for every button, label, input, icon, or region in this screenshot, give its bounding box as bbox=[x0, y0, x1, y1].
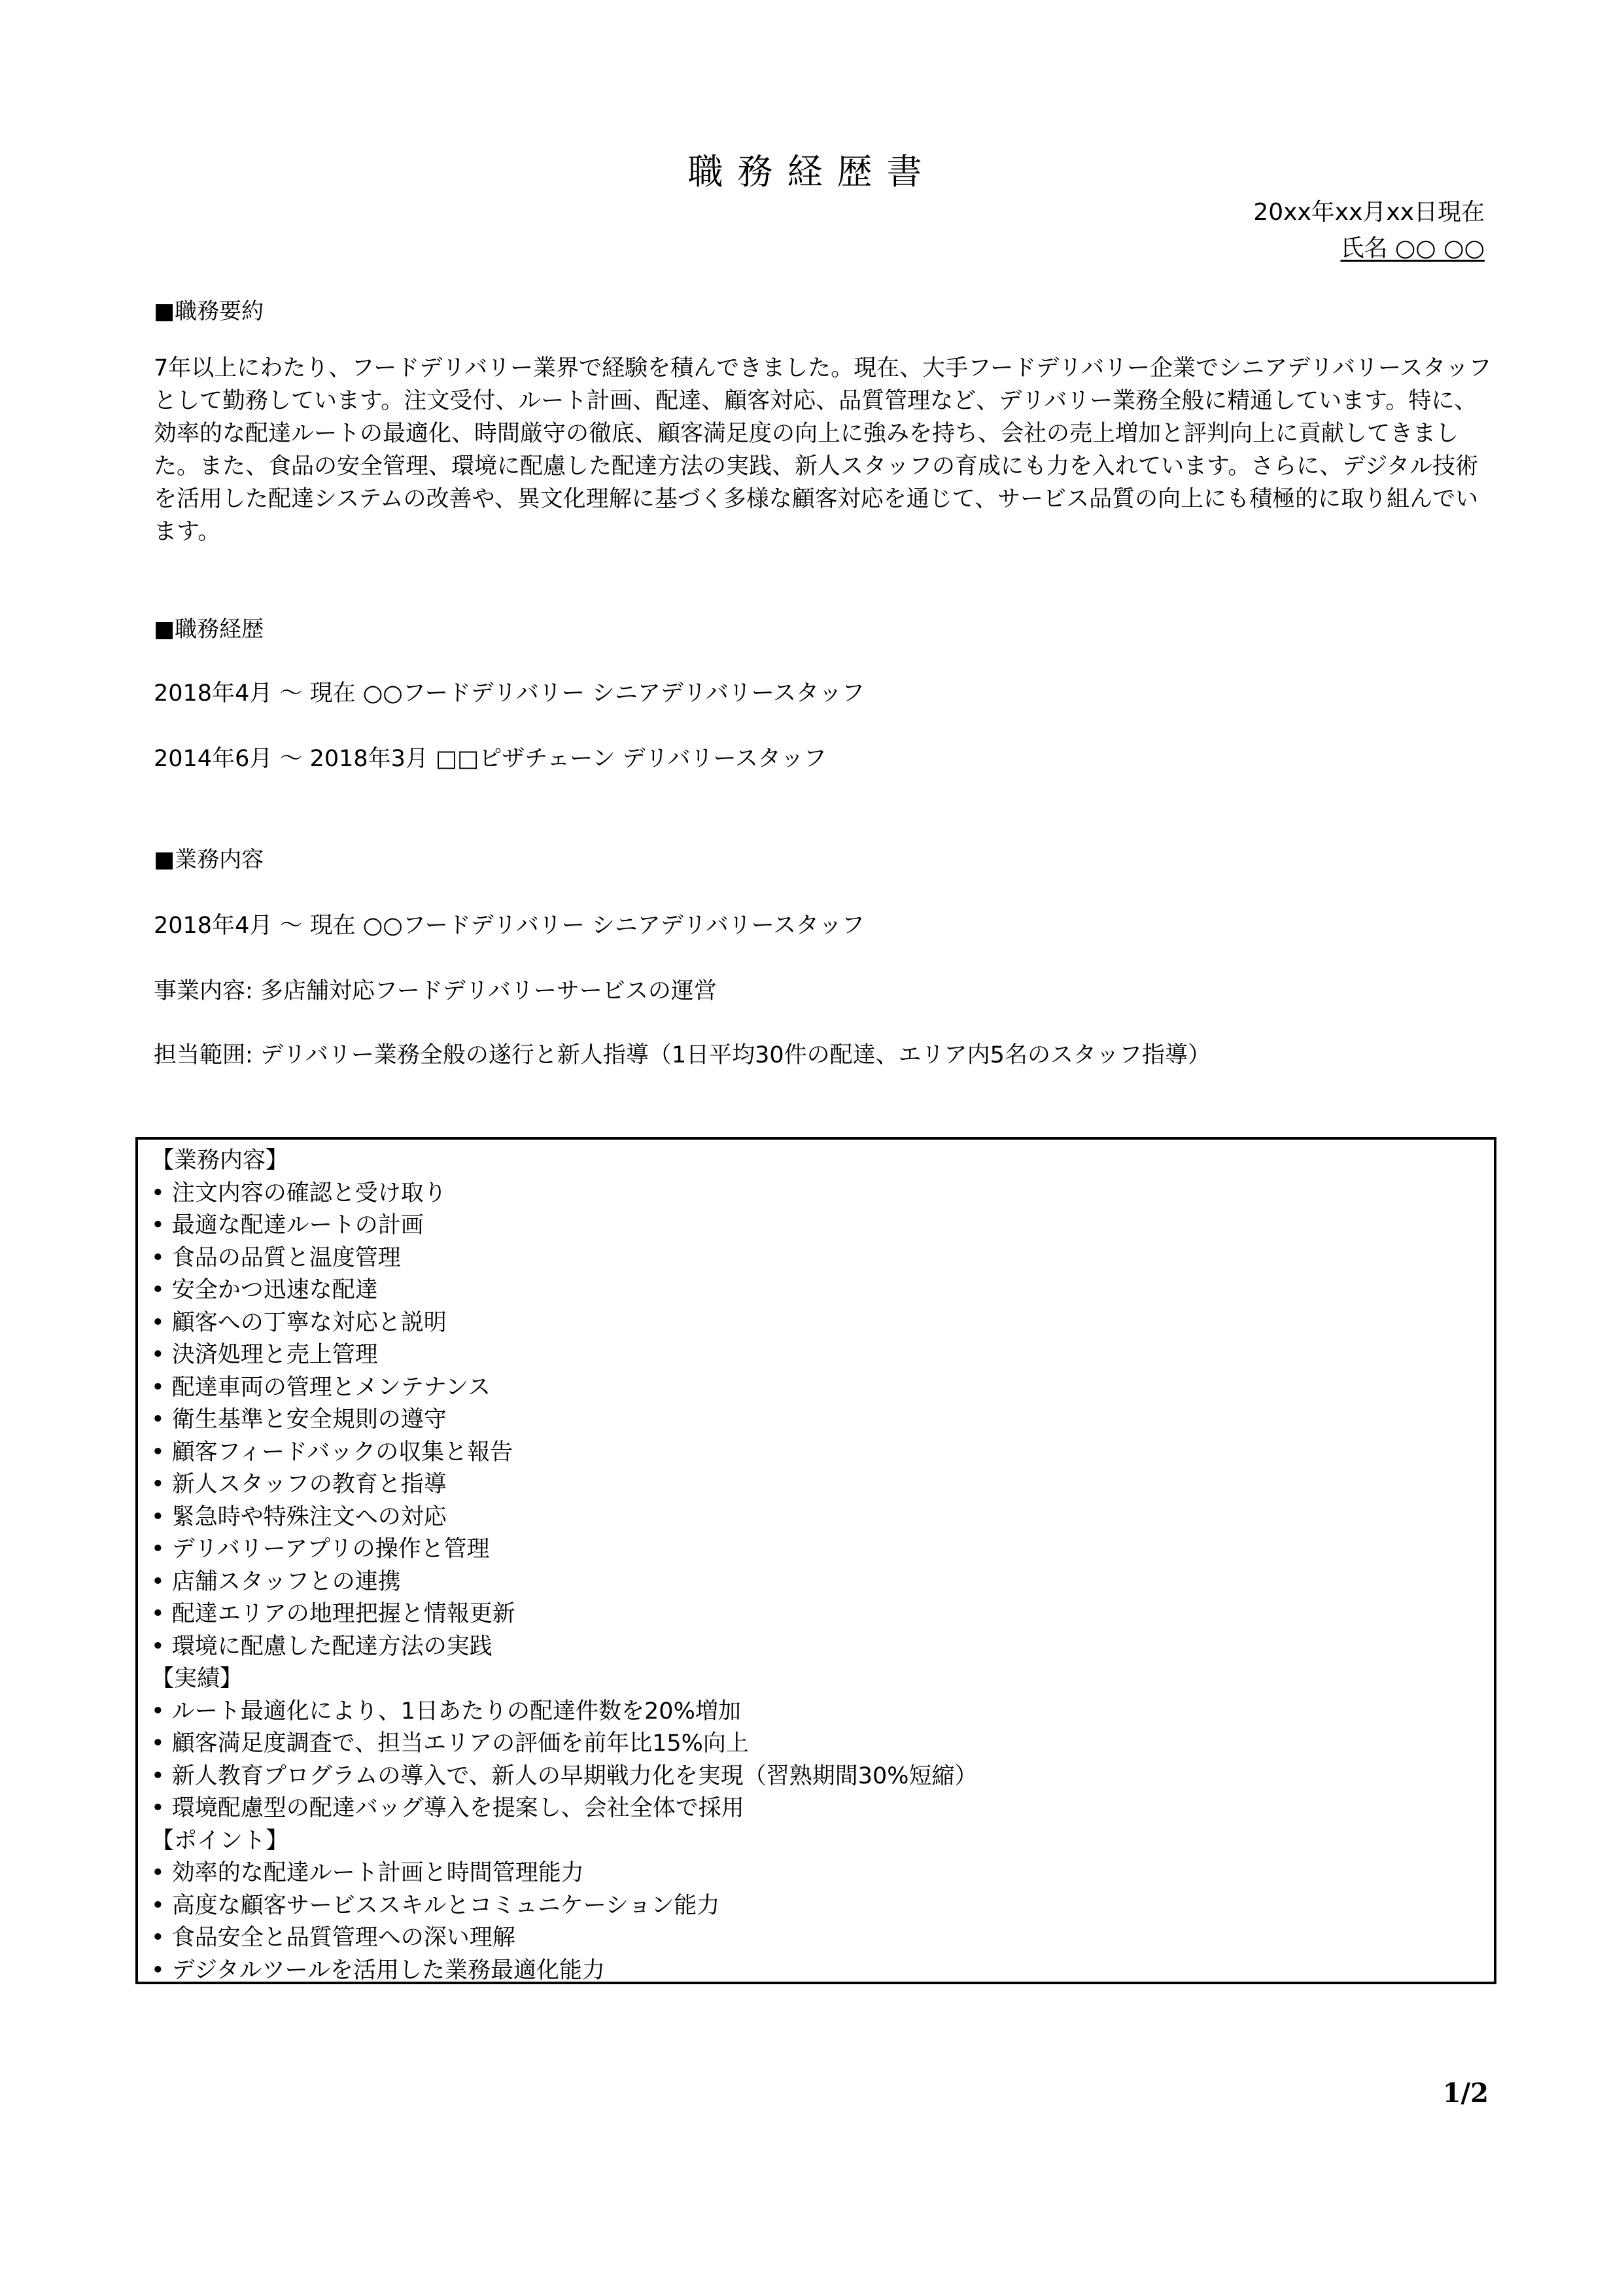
history-entry: 2018年4月 ～ 現在 ○○フードデリバリー シニアデリバリースタッフ bbox=[154, 680, 865, 707]
achievements-heading: 【実績】 bbox=[151, 1666, 243, 1692]
list-item: • 環境に配慮した配達方法の実践 bbox=[151, 1633, 492, 1660]
list-item: • 配達エリアの地理把握と情報更新 bbox=[151, 1601, 515, 1627]
list-item: • デリバリーアプリの操作と管理 bbox=[151, 1536, 490, 1562]
list-item: • 食品の品質と温度管理 bbox=[151, 1244, 401, 1271]
duties-period: 2018年4月 ～ 現在 ○○フードデリバリー シニアデリバリースタッフ bbox=[154, 913, 865, 939]
page-number: 1/2 bbox=[1442, 2078, 1489, 2109]
list-item: • 店舗スタッフとの連携 bbox=[151, 1568, 401, 1595]
list-item: • 衛生基準と安全規則の遵守 bbox=[151, 1407, 447, 1433]
list-item: • 最適な配達ルートの計画 bbox=[151, 1212, 424, 1238]
list-item: • 緊急時や特殊注文への対応 bbox=[151, 1503, 447, 1530]
list-item: • 環境配慮型の配達バッグ導入を提案し、会社全体で採用 bbox=[151, 1795, 744, 1821]
list-item: • 決済処理と売上管理 bbox=[151, 1342, 378, 1368]
list-item: • 顧客への丁寧な対応と説明 bbox=[151, 1309, 447, 1336]
history-entry: 2014年6月 ～ 2018年3月 □□ピザチェーン デリバリースタッフ bbox=[154, 746, 827, 772]
list-item: • 新人教育プログラムの導入で、新人の早期戦力化を実現（習熟期間30%短縮） bbox=[151, 1762, 978, 1789]
duties-scope: 担当範囲: デリバリー業務全般の遂行と新人指導（1日平均30件の配達、エリア内5名のスタッフ指導） bbox=[154, 1042, 1211, 1068]
list-item: • 新人スタッフの教育と指導 bbox=[151, 1471, 447, 1498]
points-heading: 【ポイント】 bbox=[151, 1827, 289, 1854]
list-item: • 安全かつ迅速な配達 bbox=[151, 1277, 378, 1303]
duties-business: 事業内容: 多店舗対応フードデリバリーサービスの運営 bbox=[154, 978, 717, 1004]
list-item: • 効率的な配達ルート計画と時間管理能力 bbox=[151, 1860, 584, 1886]
list-item: • 顧客満足度調査で、担当エリアの評価を前年比15%向上 bbox=[151, 1730, 749, 1757]
list-item: • 顧客フィードバックの収集と報告 bbox=[151, 1439, 513, 1465]
applicant-name: 氏名 ○○ ○○ bbox=[1340, 235, 1485, 262]
duties-heading: ■業務内容 bbox=[154, 847, 264, 873]
list-item: • 食品安全と品質管理への深い理解 bbox=[151, 1925, 515, 1951]
document-title: 職務経歴書 bbox=[687, 151, 937, 192]
list-item: • デジタルツールを活用した業務最適化能力 bbox=[151, 1957, 605, 1984]
list-item: • 配達車両の管理とメンテナンス bbox=[151, 1374, 491, 1401]
summary-text: 7年以上にわたり、フードデリバリー業界で経験を積んできました。現在、大手フードデリバリー企業でシニアデリバリースタッフとして勤務しています。注文受付、ルート計画、配達、顧客対応、品質管理など、デリバリー業務全般に精通しています。特に、効率的な配達ルートの最適化、時間厳守の徹底、顧客満足度の向上に強みを持ち、会社の売上増加と評判向上に貢献してきました。また、食品の安全管理、環境に配慮した配達方法の実践、新人スタッフの育成にも力を入れています。さらに、デジタル技術を活用した配達システムの改善や、異文化理解に基づく多様な顧客対応を通じて、サービス品質の向上にも積極的に取り組んでいます。 bbox=[154, 355, 1492, 545]
list-item: • 注文内容の確認と受け取り bbox=[151, 1180, 447, 1206]
list-item: • ルート最適化により、1日あたりの配達件数を20%増加 bbox=[151, 1698, 741, 1725]
list-item: • 高度な顧客サービススキルとコミュニケーション能力 bbox=[151, 1892, 720, 1919]
tasks-heading: 【業務内容】 bbox=[151, 1148, 289, 1174]
duties-detail-box bbox=[135, 1137, 1496, 1984]
summary-heading: ■職務要約 bbox=[154, 298, 264, 324]
document-date: 20xx年xx月xx日現在 bbox=[1253, 199, 1485, 226]
history-heading: ■職務経歴 bbox=[154, 616, 264, 642]
